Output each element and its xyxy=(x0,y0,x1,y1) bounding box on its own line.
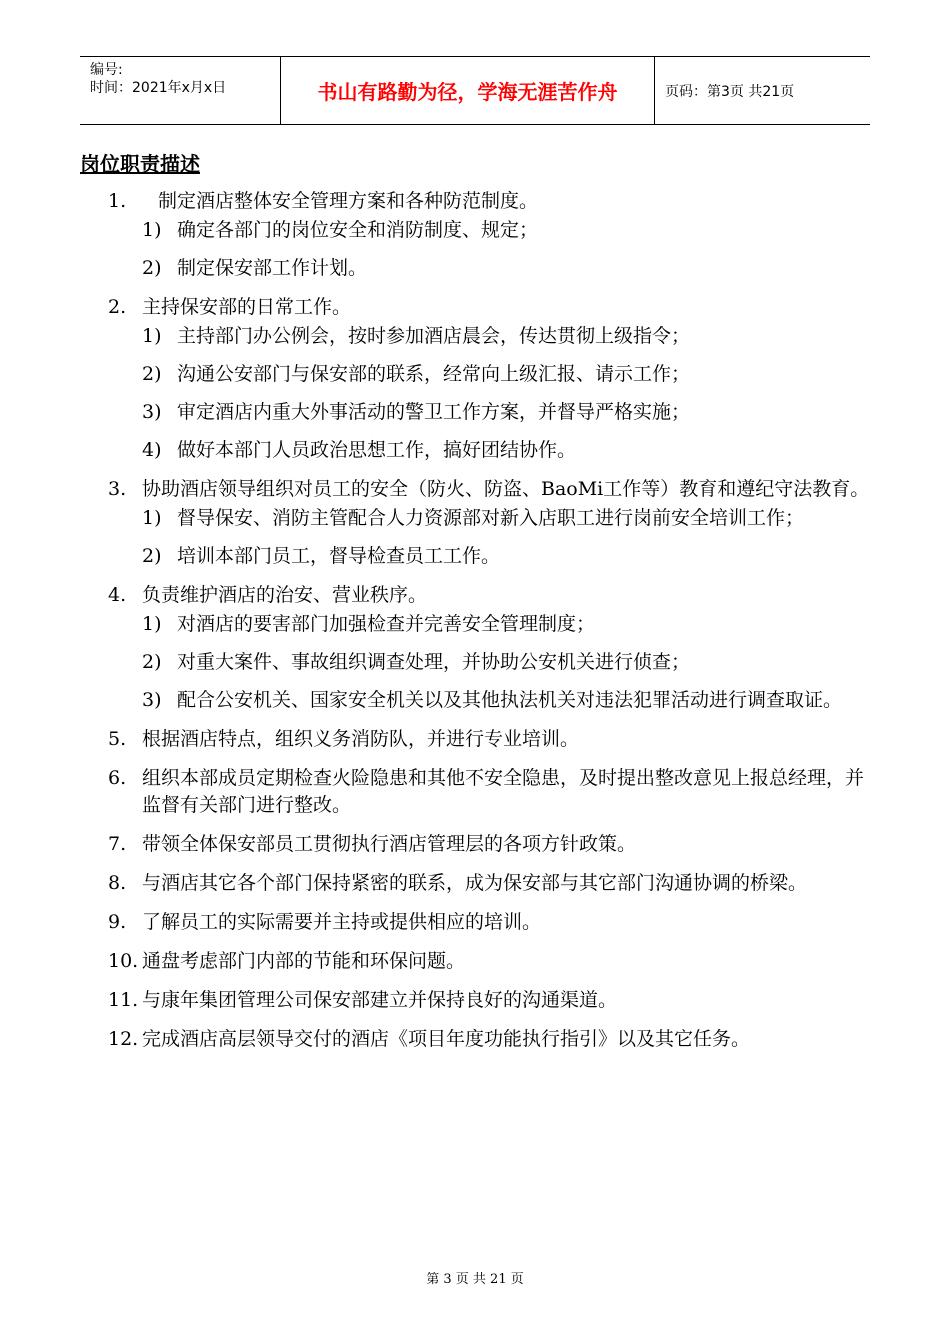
duty-subitem-number: 3) xyxy=(142,689,162,711)
duty-subitem xyxy=(80,437,872,464)
duty-item xyxy=(80,582,872,714)
page-footer: 第 3 页 共 21 页 xyxy=(426,1272,524,1287)
duty-sublist xyxy=(80,611,872,714)
duty-subitem xyxy=(80,611,872,638)
duty-subitem-number: 2) xyxy=(142,363,162,385)
duty-item xyxy=(80,987,872,1014)
duty-subitem-text: 对酒店的要害部门加强检查并完善安全管理制度； xyxy=(177,613,596,635)
duty-subitem-number: 3) xyxy=(142,401,162,423)
duty-subitem xyxy=(80,687,872,714)
duty-item-number: 12. xyxy=(108,1028,139,1050)
duty-item-number: 3. xyxy=(108,478,127,500)
duty-item xyxy=(80,726,872,753)
duty-subitem xyxy=(80,217,872,244)
duty-item xyxy=(80,188,872,282)
duty-item-text: 协助酒店领导组织对员工的安全（防火、防盗、BaoMi工作等）教育和遵纪守法教育。 xyxy=(142,478,870,500)
section-title: 岗位职责描述 xyxy=(80,152,200,176)
duty-subitem xyxy=(80,649,872,676)
duty-item-text: 通盘考虑部门内部的节能和环保问题。 xyxy=(142,950,466,972)
duty-item-number: 4. xyxy=(108,584,127,606)
duty-item-number: 11. xyxy=(108,989,139,1011)
duty-item-number: 9. xyxy=(108,911,127,933)
duty-item-number: 2. xyxy=(108,296,127,318)
duty-item xyxy=(80,765,872,819)
duty-subitem-text: 做好本部门人员政治思想工作，搞好团结协作。 xyxy=(177,439,577,461)
header-number-label: 编号: xyxy=(90,62,123,78)
duty-item-number: 1. xyxy=(108,190,127,212)
duty-subitem-number: 2) xyxy=(142,545,162,567)
duty-subitem-number: 1) xyxy=(142,507,162,529)
duty-subitem xyxy=(80,505,872,532)
duty-sublist xyxy=(80,323,872,464)
duty-list xyxy=(80,188,872,1065)
duty-subitem-number: 4) xyxy=(142,439,162,461)
duty-subitem-text: 主持部门办公例会，按时参加酒店晨会，传达贯彻上级指令； xyxy=(177,325,691,347)
duty-subitem-text: 制定保安部工作计划。 xyxy=(177,257,368,279)
duty-subitem-text: 沟通公安部门与保安部的联系，经常向上级汇报、请示工作； xyxy=(177,363,691,385)
header-time-label: 时间：2021年x月x日 xyxy=(90,80,227,96)
duty-subitem-number: 1) xyxy=(142,613,162,635)
duty-sublist xyxy=(80,217,872,282)
duty-item-text: 组织本部成员定期检查火险隐患和其他不安全隐患，及时提出整改意见上报总经理，并监督有关部门进行整改。 xyxy=(142,767,865,816)
duty-item xyxy=(80,294,872,464)
duty-item-text: 带领全体保安部员工贯彻执行酒店管理层的各项方针政策。 xyxy=(142,833,637,855)
duty-subitem-text: 督导保安、消防主管配合人力资源部对新入店职工进行岗前安全培训工作； xyxy=(177,507,805,529)
header-page-info: 页码：第3页 共21页 xyxy=(665,83,795,100)
duty-item xyxy=(80,831,872,858)
duty-item xyxy=(80,870,872,897)
duty-subitem-text: 确定各部门的岗位安全和消防制度、规定； xyxy=(177,219,539,241)
duty-item-number: 8. xyxy=(108,872,127,894)
duty-item-text: 负责维护酒店的治安、营业秩序。 xyxy=(142,584,428,606)
page-header xyxy=(80,56,870,125)
duty-item-text: 制定酒店整体安全管理方案和各种防范制度。 xyxy=(158,190,539,212)
duty-item-number: 5. xyxy=(108,728,127,750)
duty-subitem xyxy=(80,323,872,350)
duty-subitem-number: 1) xyxy=(142,219,162,241)
duty-subitem-number: 2) xyxy=(142,257,162,279)
duty-subitem xyxy=(80,255,872,282)
duty-subitem xyxy=(80,399,872,426)
duty-subitem xyxy=(80,543,872,570)
duty-subitem-text: 配合公安机关、国家安全机关以及其他执法机关对违法犯罪活动进行调查取证。 xyxy=(177,689,843,711)
duty-subitem-text: 审定酒店内重大外事活动的警卫工作方案，并督导严格实施； xyxy=(177,401,691,423)
duty-item-text: 根据酒店特点，组织义务消防队，并进行专业培训。 xyxy=(142,728,580,750)
duty-subitem-number: 2) xyxy=(142,651,162,673)
duty-subitem-text: 对重大案件、事故组织调查处理，并协助公安机关进行侦查； xyxy=(177,651,691,673)
duty-item xyxy=(80,1026,872,1053)
duty-item xyxy=(80,909,872,936)
duty-item xyxy=(80,476,872,570)
duty-item-text: 主持保安部的日常工作。 xyxy=(142,296,352,318)
duty-subitem-number: 1) xyxy=(142,325,162,347)
duty-item-number: 10. xyxy=(108,950,139,972)
duty-item-text: 了解员工的实际需要并主持或提供相应的培训。 xyxy=(142,911,542,933)
duty-item xyxy=(80,948,872,975)
header-meta xyxy=(80,57,281,124)
duty-sublist xyxy=(80,505,872,570)
duty-item-text: 完成酒店高层领导交付的酒店《项目年度功能执行指引》以及其它任务。 xyxy=(142,1028,751,1050)
header-motto: 书山有路勤为径，学海无涯苦作舟 xyxy=(281,57,655,124)
duty-subitem xyxy=(80,361,872,388)
duty-item-number: 6. xyxy=(108,767,127,789)
duty-subitem-text: 培训本部门员工，督导检查员工工作。 xyxy=(177,545,501,567)
duty-item-number: 7. xyxy=(108,833,127,855)
duty-item-text: 与康年集团管理公司保安部建立并保持良好的沟通渠道。 xyxy=(142,989,618,1011)
duty-item-text: 与酒店其它各个部门保持紧密的联系，成为保安部与其它部门沟通协调的桥梁。 xyxy=(142,872,808,894)
